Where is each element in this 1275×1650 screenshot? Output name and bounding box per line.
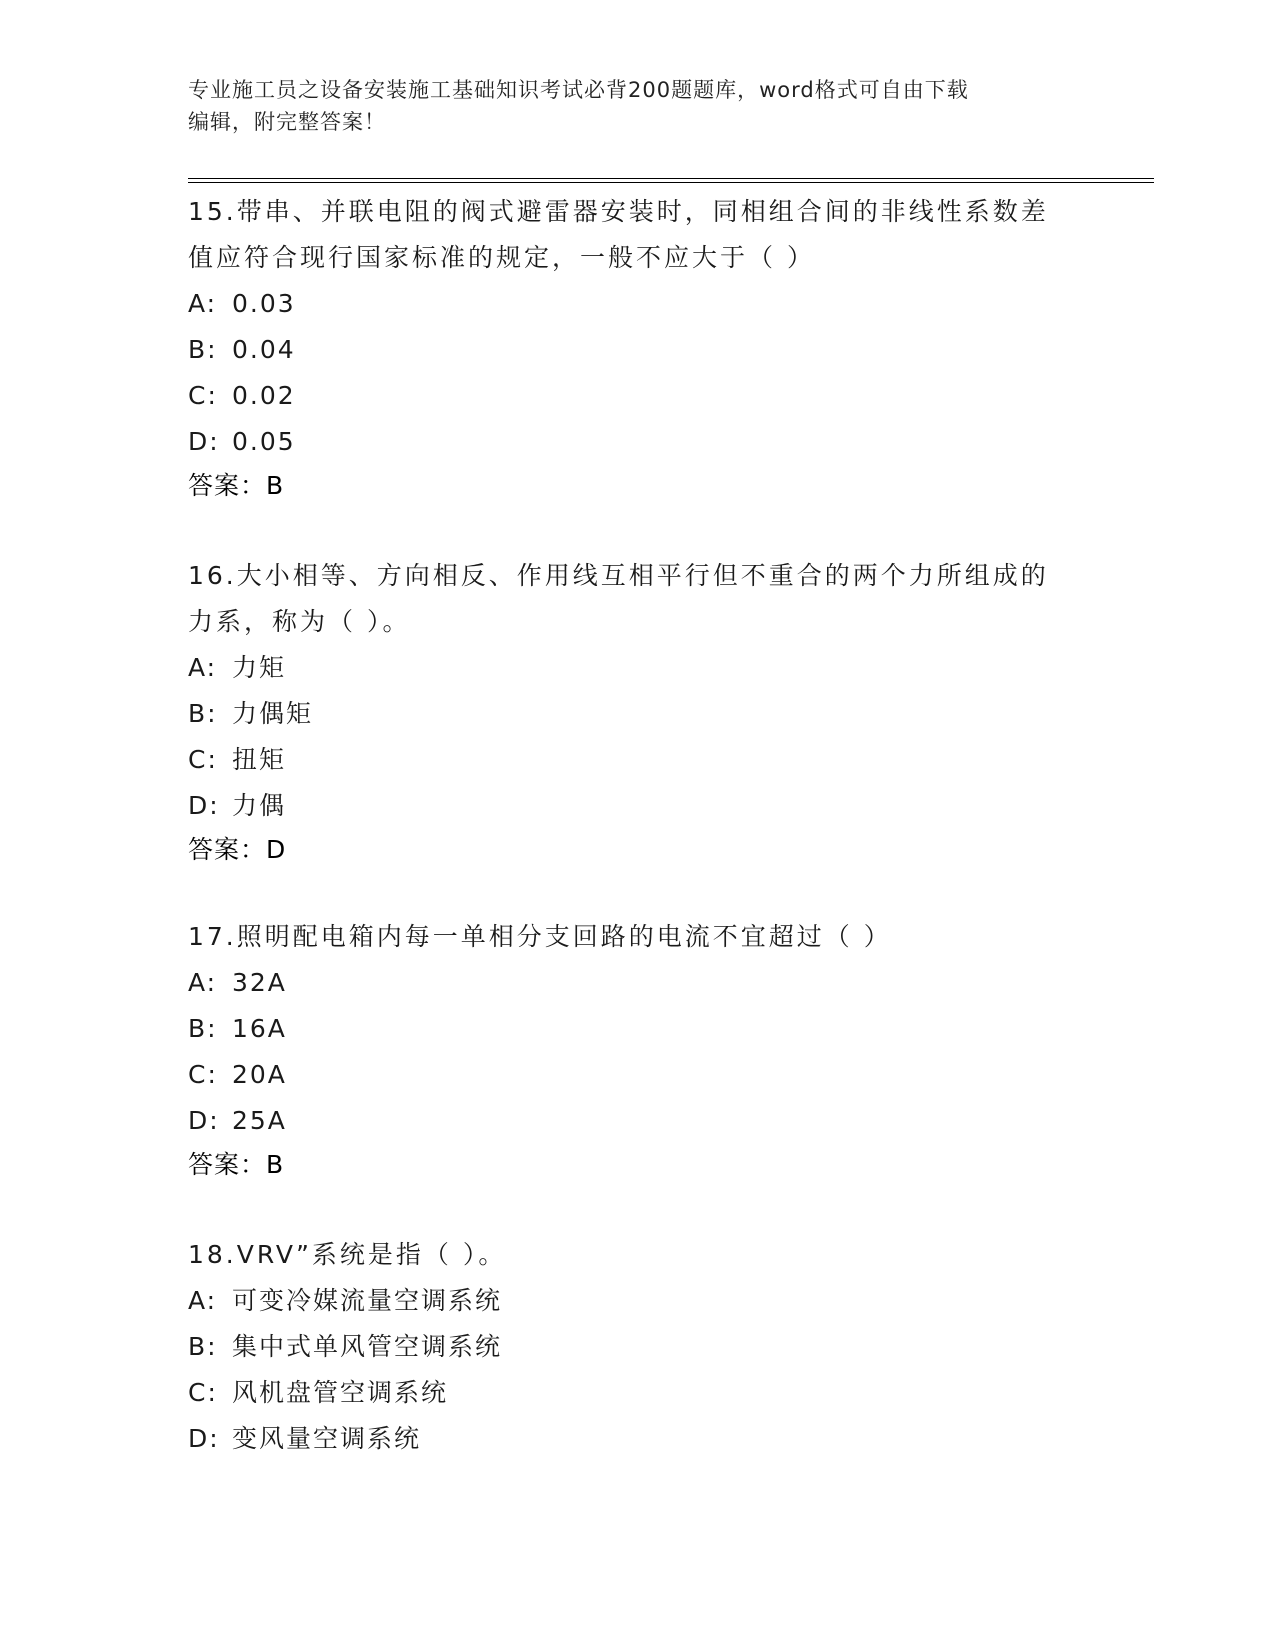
option-b [188, 1324, 1088, 1370]
option-letter: D: [188, 791, 220, 820]
option-b [188, 1006, 1088, 1052]
option-text: 风机盘管空调系统 [232, 1378, 449, 1407]
option-a [188, 645, 1088, 691]
option-letter: B: [188, 1332, 218, 1361]
option-letter: C: [188, 1060, 218, 1089]
option-d [188, 1416, 1088, 1462]
answer-label: 答案：B [188, 1150, 285, 1179]
option-letter: A: [188, 968, 218, 997]
question-stem-line: 15.带串、并联电阻的阀式避雷器安装时，同相组合间的非线性系数差 [188, 197, 1049, 226]
question-stem-line: 力系，称为（ ）。 [188, 607, 411, 636]
option-letter: A: [188, 653, 218, 682]
document-header [188, 74, 1088, 138]
question-stem [188, 553, 1088, 645]
option-text: 变风量空调系统 [232, 1424, 422, 1453]
option-letter: A: [188, 289, 218, 318]
option-text: 0.02 [232, 381, 296, 410]
option-text: 可变冷媒流量空调系统 [232, 1286, 503, 1315]
option-text: 0.04 [232, 335, 296, 364]
option-text: 力偶 [232, 791, 287, 820]
option-text: 力偶矩 [232, 699, 314, 728]
option-text: 扭矩 [232, 745, 287, 774]
option-text: 32A [232, 968, 287, 997]
header-line-1: 专业施工员之设备安装施工基础知识考试必背200题题库，word格式可自由下载 [188, 78, 969, 102]
option-text: 20A [232, 1060, 287, 1089]
question-stem [188, 914, 1088, 960]
option-text: 25A [232, 1106, 287, 1135]
option-d [188, 783, 1088, 829]
option-letter: A: [188, 1286, 218, 1315]
option-a [188, 281, 1088, 327]
question-stem-line: 16.大小相等、方向相反、作用线互相平行但不重合的两个力所组成的 [188, 561, 1049, 590]
question-stem-line: 18.VRV”系统是指（ ）。 [188, 1240, 507, 1269]
answer-label: 答案：D [188, 835, 287, 864]
option-c [188, 1052, 1088, 1098]
option-letter: C: [188, 381, 218, 410]
option-b [188, 327, 1088, 373]
header-line-2: 编辑，附完整答案！ [188, 110, 386, 134]
option-letter: D: [188, 1424, 220, 1453]
question-stem [188, 1232, 1088, 1278]
option-b [188, 691, 1088, 737]
option-a [188, 960, 1088, 1006]
option-text: 集中式单风管空调系统 [232, 1332, 503, 1361]
question-15 [188, 189, 1088, 507]
option-letter: D: [188, 427, 220, 456]
option-c [188, 373, 1088, 419]
option-letter: B: [188, 335, 218, 364]
option-letter: B: [188, 699, 218, 728]
option-letter: D: [188, 1106, 220, 1135]
option-c [188, 737, 1088, 783]
option-letter: C: [188, 1378, 218, 1407]
option-d [188, 1098, 1088, 1144]
option-text: 力矩 [232, 653, 287, 682]
option-letter: C: [188, 745, 218, 774]
question-stem [188, 189, 1088, 281]
question-stem-line: 17.照明配电箱内每一单相分支回路的电流不宜超过（ ） [188, 922, 892, 951]
option-letter: B: [188, 1014, 218, 1043]
option-text: 0.03 [232, 289, 296, 318]
option-c [188, 1370, 1088, 1416]
question-18 [188, 1232, 1088, 1462]
option-text: 16A [232, 1014, 287, 1043]
question-17 [188, 914, 1088, 1186]
answer-label: 答案：B [188, 471, 285, 500]
header-divider-bottom [188, 182, 1154, 183]
question-16 [188, 553, 1088, 871]
header-divider-top [188, 178, 1154, 179]
option-a [188, 1278, 1088, 1324]
option-d [188, 419, 1088, 465]
option-text: 0.05 [232, 427, 296, 456]
question-stem-line: 值应符合现行国家标准的规定，一般不应大于（ ） [188, 243, 815, 272]
